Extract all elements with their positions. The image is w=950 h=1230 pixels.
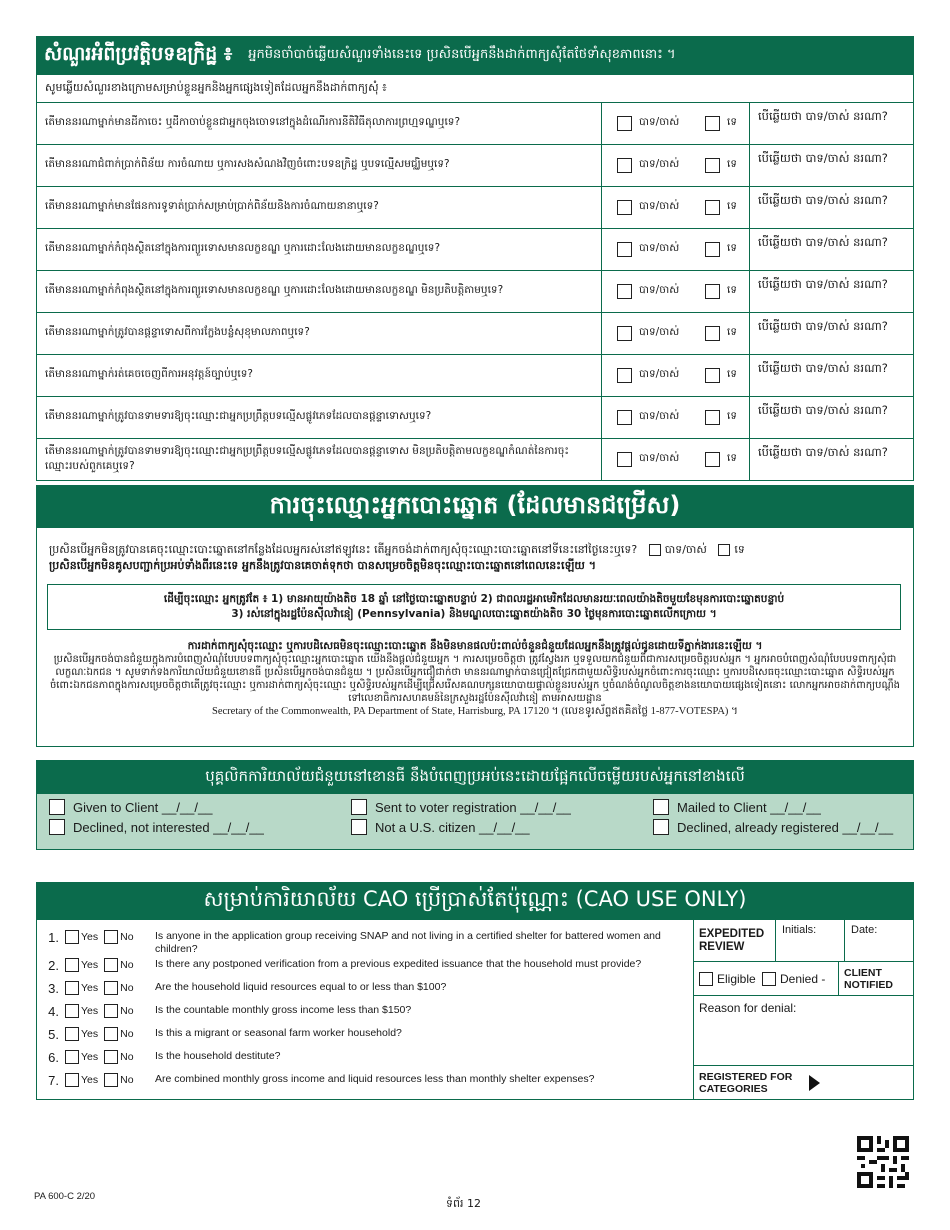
voter-yes-checkbox[interactable] (649, 544, 661, 556)
voter-question-block (37, 528, 913, 574)
cao-question-row (37, 1050, 693, 1073)
qr-code-icon (857, 1136, 909, 1188)
criminal-answer-options (602, 355, 750, 396)
criminal-history-section (36, 36, 914, 481)
criminal-history-title: សំណួរអំពីប្រវត្តិបទឧក្រិដ្ឋ ៖ (44, 42, 233, 65)
criminal-question-row (36, 271, 914, 313)
criminal-no-checkbox[interactable] (705, 200, 720, 215)
cao-question-number: 4. (48, 1004, 59, 1019)
criminal-question-text: តើមាននរណាម្នាក់ត្រូវបានទាមទារឱ្យចុះឈ្មោះជាអ្នកប្រព្រឹត្តបទល្មើសផ្លូវភេទដែលបានផ្តន្ទាទោសឬទេ? (37, 397, 602, 438)
voter-registration-title: ការចុះឈ្មោះអ្នកបោះឆ្នោត (ដែលមានជម្រើស) (37, 486, 913, 528)
office-use-title: បុគ្គលិកការិយាល័យជំនួយនៅខោនធី នឹងបំពេញប្រអប់នេះដោយផ្អែកលើចម្លើយរបស់អ្នកនៅខាងលើ (37, 761, 913, 794)
office-option-label: Declined, already registered __/__/__ (677, 819, 894, 835)
date-field[interactable]: Date: (851, 924, 878, 936)
cao-question-text: Are combined monthly gross income and liquid resources less than monthly shelter expenses? (155, 1073, 595, 1085)
criminal-question-row (36, 229, 914, 271)
criminal-no-label: ទេ (727, 368, 737, 380)
criminal-yes-checkbox[interactable] (617, 410, 632, 425)
cao-question-number: 2. (48, 958, 59, 973)
expedited-review-label: EXPEDITED REVIEW (694, 920, 776, 961)
voter-yes-label: បាទ/ចាស់ (664, 543, 707, 556)
expedited-review-panel (693, 920, 914, 1100)
cao-question-text: Is this a migrant or seasonal farm worker household? (155, 1027, 402, 1039)
office-option-label: Mailed to Client __/__/__ (677, 799, 821, 815)
voter-requirements-line-2: 3) រស់នៅក្នុងរដ្ឋប៉ែនស៊ីលវ៉ានៀ (Pennsylvania) និងមណ្ឌលបោះឆ្នោតយ៉ាងតិច 30 ថ្ងៃមុនការបោះឆ្នោតលើកក្រោយ ។ (231, 608, 717, 620)
cao-question-number: 5. (48, 1027, 59, 1042)
registered-for-categories-label: REGISTERED FOR CATEGORIES (699, 1070, 793, 1095)
criminal-yes-label: បាទ/ចាស់ (639, 284, 680, 296)
criminal-no-checkbox[interactable] (705, 242, 720, 257)
criminal-answer-options (602, 271, 750, 312)
criminal-yes-label: បាទ/ចាស់ (639, 242, 680, 254)
criminal-yes-checkbox[interactable] (617, 158, 632, 173)
criminal-if-yes-field[interactable]: បើឆ្លើយថា បាទ/ចាស់ នរណា? (758, 445, 888, 459)
cao-no-checkbox[interactable] (104, 1027, 118, 1041)
criminal-no-label: ទេ (727, 116, 737, 128)
cao-question-text: Is there any postponed verification from a previous expedited issuance that the household must provide? (155, 958, 642, 970)
denied-checkbox[interactable] (762, 972, 776, 986)
reason-for-denial-label: Reason for denial: (699, 1001, 797, 1015)
criminal-question-row (36, 439, 914, 481)
cao-question-row (37, 930, 693, 958)
office-option (351, 819, 653, 835)
criminal-question-row (36, 103, 914, 145)
office-option-label: Not a U.S. citizen __/__/__ (375, 819, 530, 835)
criminal-if-yes-field[interactable]: បើឆ្លើយថា បាទ/ចាស់ នរណា? (758, 403, 888, 417)
cao-no-label: No (120, 959, 134, 971)
criminal-no-label: ទេ (727, 158, 737, 170)
criminal-no-checkbox[interactable] (705, 410, 720, 425)
voter-info-paragraph: ប្រសិនបើអ្នកចង់បានជំនួយក្នុងការបំពេញសំណុំបែបបទពាក្យសុំចុះឈ្មោះអ្នកបោះឆ្នោត យើងនឹងផ្តល់ជំនួយអ្នក ។ ការសម្រេចចិត្តថា ត្រូវស្វែងរក ឬទទួលយកជំនួយពីជាការសម្រេចចិត្តរបស់អ្នក ។ អ្នកអាចបំពេញសំណុំបែបបទពាក្យសុំជាលក្ខណៈឯកជន ។ សូមទាក់ទងការិយាល័យជំនួយខោនធី ប្រសិនបើអ្នកចង់បានជំនួយ ។ ប្រសិនបើអ្នកជឿជាក់ថា មាននរណាម្នាក់បានជ្រៀតជ្រែកជាមួយសិទ្ធិរបស់អ្នកចំពោះការចុះឈ្មោះ ឬការបដិសេធចុះឈ្មោះបោះឆ្នោត សិទ្ធិរបស់អ្នកចំពោះឯកជនភាពក្នុងការសម្រេចចិត្តថាតើត្រូវចុះឈ្មោះ ឬការដាក់ពាក្យសុំចុះឈ្មោះ ឬសិទ្ធិរបស់អ្នកដើម្បីជ្រើសរើសគណបក្សនយោបាយផ្ទាល់ខ្លួនរបស់អ្នក ឬចំណង់ចំណូលចិត្តខាងនយោបាយផ្សេងទៀតនោះ លោកអ្នកអាចដាក់ពាក្យបណ្តឹងទៅលេខាធិការសហគមន៍នៃក្រសួងរដ្ឋប៉ែនស៊ីលវ៉ានៀ តាមអាសយដ្ឋាន (49, 654, 901, 704)
criminal-yes-label: បាទ/ចាស់ (639, 452, 680, 464)
voter-bold-statement: ការដាក់ពាក្យសុំចុះឈ្មោះ ឬការបដិសេធមិនចុះឈ្មោះបោះឆ្នោត នឹងមិនមានផលប៉ះពាល់ចំនួនជំនួយដែលអ្នកនឹងត្រូវផ្តល់ជូនដោយទីភ្នាក់ងារនេះឡើយ ។ (187, 640, 763, 652)
cao-yes-checkbox[interactable] (65, 958, 79, 972)
cao-yes-checkbox[interactable] (65, 930, 79, 944)
criminal-if-yes-field[interactable]: បើឆ្លើយថា បាទ/ចាស់ នរណា? (758, 319, 888, 333)
eligible-checkbox[interactable] (699, 972, 713, 986)
cao-no-label: No (120, 1028, 134, 1040)
criminal-question-row (36, 355, 914, 397)
cao-yes-label: Yes (81, 931, 99, 943)
criminal-yes-checkbox[interactable] (617, 242, 632, 257)
criminal-question-text: តើមាននរណាម្នាក់មានផែនការទូទាត់ប្រាក់សម្រាប់ប្រាក់ពិន័យនិងការចំណាយនានាឬទេ? (37, 187, 602, 228)
criminal-answer-options (602, 397, 750, 438)
criminal-no-label: ទេ (727, 452, 737, 464)
office-option-checkbox[interactable] (653, 799, 669, 815)
cao-question-row (37, 1073, 693, 1096)
office-option-checkbox[interactable] (49, 819, 65, 835)
cao-title: សម្រាប់ការិយាល័យ CAO ប្រើប្រាស់តែប៉ុណ្ណោះ (CAO USE ONLY) (36, 882, 914, 920)
office-option-checkbox[interactable] (49, 799, 65, 815)
criminal-question-row (36, 187, 914, 229)
voter-registration-section (36, 485, 914, 747)
criminal-question-text: តើមាននរណាម្នាក់ត្រូវបានផ្តន្ទាទោសពីការក្លែងបន្លំសុខុមាលភាពឬទេ? (37, 313, 602, 354)
criminal-no-checkbox[interactable] (705, 284, 720, 299)
cao-yes-label: Yes (81, 1005, 99, 1017)
criminal-if-yes-field[interactable]: បើឆ្លើយថា បាទ/ចាស់ នរណា? (758, 109, 888, 123)
criminal-yes-label: បាទ/ចាស់ (639, 116, 680, 128)
criminal-no-label: ទេ (727, 284, 737, 296)
cao-question-number: 1. (48, 930, 59, 945)
office-option (653, 819, 925, 835)
criminal-question-text: តើមាននរណាម្នាក់ត្រូវបានទាមទារឱ្យចុះឈ្មោះជាអ្នកប្រព្រឹត្តបទល្មើសផ្លូវភេទដែលបានផ្តន្ទាទោស មិនប្រតិបត្តិតាមលក្ខខណ្ឌកំណត់នៃការចុះឈ្មោះរបស់ពួកគេឬទេ? (37, 439, 602, 480)
cao-question-row (37, 1027, 693, 1050)
criminal-answer-options (602, 439, 750, 480)
criminal-yes-label: បាទ/ចាស់ (639, 158, 680, 170)
criminal-answer-options (602, 187, 750, 228)
voter-no-label: ទេ (734, 543, 745, 556)
criminal-yes-label: បាទ/ចាស់ (639, 368, 680, 380)
cao-question-number: 3. (48, 981, 59, 996)
voter-requirements-line-1: ដើម្បីចុះឈ្មោះ អ្នកត្រូវតែ ៖ 1) មានអាយុយ៉ាងតិច 18 ឆ្នាំ នៅថ្ងៃបោះឆ្នោតបន្ទាប់ 2) ជាពលរដ្ឋអាមេរិកដែលមានរយៈពេលយ៉ាងតិចមួយខែមុនការបោះឆ្នោតបន្ទាប់ (163, 593, 785, 605)
voter-warning: ប្រសិនបើអ្នកមិនគូសបញ្ជាក់ប្រអប់ទាំងពីរនេះទេ អ្នកនឹងត្រូវបានគេចាត់ទុកថា បានសម្រេចចិត្តមិនចុះឈ្មោះបោះឆ្នោតនៅពេលនេះឡើយ ។ (49, 559, 596, 572)
criminal-yes-checkbox[interactable] (617, 452, 632, 467)
office-option-label: Sent to voter registration __/__/__ (375, 799, 571, 815)
cao-yes-checkbox[interactable] (65, 1027, 79, 1041)
criminal-answer-options (602, 103, 750, 144)
criminal-question-text: តើមាននរណាម្នាក់កំពុងស្ថិតនៅក្នុងការព្យួរទោសមានលក្ខខណ្ឌ ឬការដោះលែងដោយមានលក្ខខណ្ឌឬទេ? (37, 229, 602, 270)
voter-no-checkbox[interactable] (718, 544, 730, 556)
cao-yes-checkbox[interactable] (65, 1073, 79, 1087)
criminal-no-label: ទេ (727, 242, 737, 254)
criminal-no-checkbox[interactable] (705, 368, 720, 383)
cao-no-label: No (120, 1074, 134, 1086)
cao-no-label: No (120, 931, 134, 943)
criminal-yes-checkbox[interactable] (617, 368, 632, 383)
criminal-no-checkbox[interactable] (705, 452, 720, 467)
cao-question-list (36, 920, 693, 1100)
cao-question-text: Is the household destitute? (155, 1050, 281, 1062)
denied-label: Denied - (780, 971, 826, 986)
criminal-no-checkbox[interactable] (705, 158, 720, 173)
voter-address: Secretary of the Commonwealth, PA Department of State, Harrisburg, PA 17120 ។ (លេខទូរស័ព្ទឥតគិតថ្លៃ 1-877-VOTESPA) ។ (212, 706, 738, 717)
criminal-if-yes-field[interactable]: បើឆ្លើយថា បាទ/ចាស់ នរណា? (758, 361, 888, 375)
page-number: ទំព័រ 12 (446, 1197, 481, 1210)
criminal-no-label: ទេ (727, 200, 737, 212)
criminal-question-row (36, 397, 914, 439)
office-option (49, 799, 351, 815)
initials-field[interactable]: Initials: (776, 920, 845, 961)
criminal-no-label: ទេ (727, 410, 737, 422)
criminal-question-row (36, 145, 914, 187)
criminal-history-subtitle: អ្នកមិនចាំបាច់ឆ្លើយសំណួរទាំងនេះទេ ប្រសិនបើអ្នកនឹងដាក់ពាក្យសុំតែថែទាំសុខភាពនោះ ។ (248, 47, 676, 62)
cao-yes-label: Yes (81, 959, 99, 971)
criminal-yes-label: បាទ/ចាស់ (639, 326, 680, 338)
cao-question-number: 7. (48, 1073, 59, 1088)
office-use-section (36, 760, 914, 850)
criminal-question-row (36, 313, 914, 355)
criminal-question-text: តើមាននរណាម្នាក់រត់គេចចេញពីការអនុវត្តន៍ច្បាប់ឬទេ? (37, 355, 602, 396)
criminal-question-text: តើមាននរណាម្នាក់មានដីកាចេះ ឬដីកាចាប់ខ្លួនជាអ្នកចុងចោទនៅក្នុងដំណើរការនីតិវិធីតុលាការព្រហ្មទណ្ឌឬទេ? (37, 103, 602, 144)
office-option-label: Declined, not interested __/__/__ (73, 819, 264, 835)
office-options-grid (37, 794, 913, 835)
cao-no-checkbox[interactable] (104, 1004, 118, 1018)
office-option (351, 799, 653, 815)
criminal-if-yes-field[interactable]: បើឆ្លើយថា បាទ/ចាស់ នរណា? (758, 235, 888, 249)
voter-info-block (37, 630, 913, 718)
cao-yes-label: Yes (81, 1074, 99, 1086)
criminal-yes-label: បាទ/ចាស់ (639, 200, 680, 212)
client-notified-label: CLIENT NOTIFIED (844, 967, 893, 991)
criminal-yes-checkbox[interactable] (617, 284, 632, 299)
cao-no-checkbox[interactable] (104, 1073, 118, 1087)
cao-question-text: Is anyone in the application group receiving SNAP and not living in a certified shelter for battered women and children? (155, 930, 661, 955)
office-option (49, 819, 351, 835)
criminal-yes-checkbox[interactable] (617, 116, 632, 131)
criminal-if-yes-field[interactable]: បើឆ្លើយថា បាទ/ចាស់ នរណា? (758, 151, 888, 165)
cao-yes-checkbox[interactable] (65, 981, 79, 995)
criminal-if-yes-field[interactable]: បើឆ្លើយថា បាទ/ចាស់ នរណា? (758, 193, 888, 207)
criminal-question-text: តើមាននរណាជំពាក់ប្រាក់ពិន័យ ការចំណាយ ឬការសងសំណងវិញចំពោះបទឧក្រិដ្ឋ ឬបទល្មើសមជ្ឈិមឬទេ? (37, 145, 602, 186)
cao-yes-checkbox[interactable] (65, 1050, 79, 1064)
cao-question-text: Is the countable monthly gross income less than $150? (155, 1004, 412, 1016)
criminal-question-list (36, 103, 914, 481)
criminal-yes-checkbox[interactable] (617, 200, 632, 215)
cao-no-label: No (120, 1051, 134, 1063)
criminal-if-yes-field[interactable]: បើឆ្លើយថា បាទ/ចាស់ នរណា? (758, 277, 888, 291)
criminal-answer-options (602, 229, 750, 270)
eligible-label: Eligible (717, 971, 756, 986)
cao-no-label: No (120, 1005, 134, 1017)
cao-question-number: 6. (48, 1050, 59, 1065)
criminal-answer-options (602, 145, 750, 186)
cao-yes-checkbox[interactable] (65, 1004, 79, 1018)
office-option-checkbox[interactable] (351, 799, 367, 815)
cao-question-text: Are the household liquid resources equal to or less than $100? (155, 981, 447, 993)
criminal-yes-label: បាទ/ចាស់ (639, 410, 680, 422)
office-option-checkbox[interactable] (351, 819, 367, 835)
office-option (653, 799, 925, 815)
criminal-answer-options (602, 313, 750, 354)
cao-yes-label: Yes (81, 1051, 99, 1063)
cao-no-checkbox[interactable] (104, 1050, 118, 1064)
criminal-yes-checkbox[interactable] (617, 326, 632, 341)
criminal-no-checkbox[interactable] (705, 326, 720, 341)
criminal-no-checkbox[interactable] (705, 116, 720, 131)
cao-no-checkbox[interactable] (104, 930, 118, 944)
office-option-checkbox[interactable] (653, 819, 669, 835)
office-option-label: Given to Client __/__/__ (73, 799, 213, 815)
cao-question-row (37, 958, 693, 981)
cao-no-checkbox[interactable] (104, 981, 118, 995)
voter-requirements-box (47, 584, 901, 630)
cao-no-label: No (120, 982, 134, 994)
arrow-right-icon (809, 1075, 820, 1091)
cao-yes-label: Yes (81, 1028, 99, 1040)
reason-for-denial-field[interactable] (694, 996, 913, 1066)
cao-no-checkbox[interactable] (104, 958, 118, 972)
criminal-no-label: ទេ (727, 326, 737, 338)
criminal-question-text: តើមាននរណាម្នាក់កំពុងស្ថិតនៅក្នុងការព្យួរទោសមានលក្ខខណ្ឌ ឬការដោះលែងដោយមានលក្ខខណ្ឌ មិនប្រតិបត្តិតាមឬទេ? (37, 271, 602, 312)
cao-question-row (37, 1004, 693, 1027)
cao-section (36, 882, 914, 1100)
voter-question: ប្រសិនបើអ្នកមិនត្រូវបានគេចុះឈ្មោះបោះឆ្នោតនៅកន្លែងដែលអ្នករស់នៅឥឡូវនេះ តើអ្នកចង់ដាក់ពាក្យសុំចុះឈ្មោះបោះឆ្នោតនៅទីនេះនៅថ្ងៃនេះឬទេ? (49, 543, 638, 556)
cao-yes-label: Yes (81, 982, 99, 994)
criminal-history-note: សូមឆ្លើយសំណួរខាងក្រោមសម្រាប់ខ្លួនអ្នកនិងអ្នកផ្សេងទៀតដែលអ្នកនឹងដាក់ពាក្យសុំ ៖ (36, 75, 914, 103)
cao-question-row (37, 981, 693, 1004)
form-code: PA 600-C 2/20 (34, 1191, 96, 1202)
criminal-history-header (36, 36, 914, 75)
